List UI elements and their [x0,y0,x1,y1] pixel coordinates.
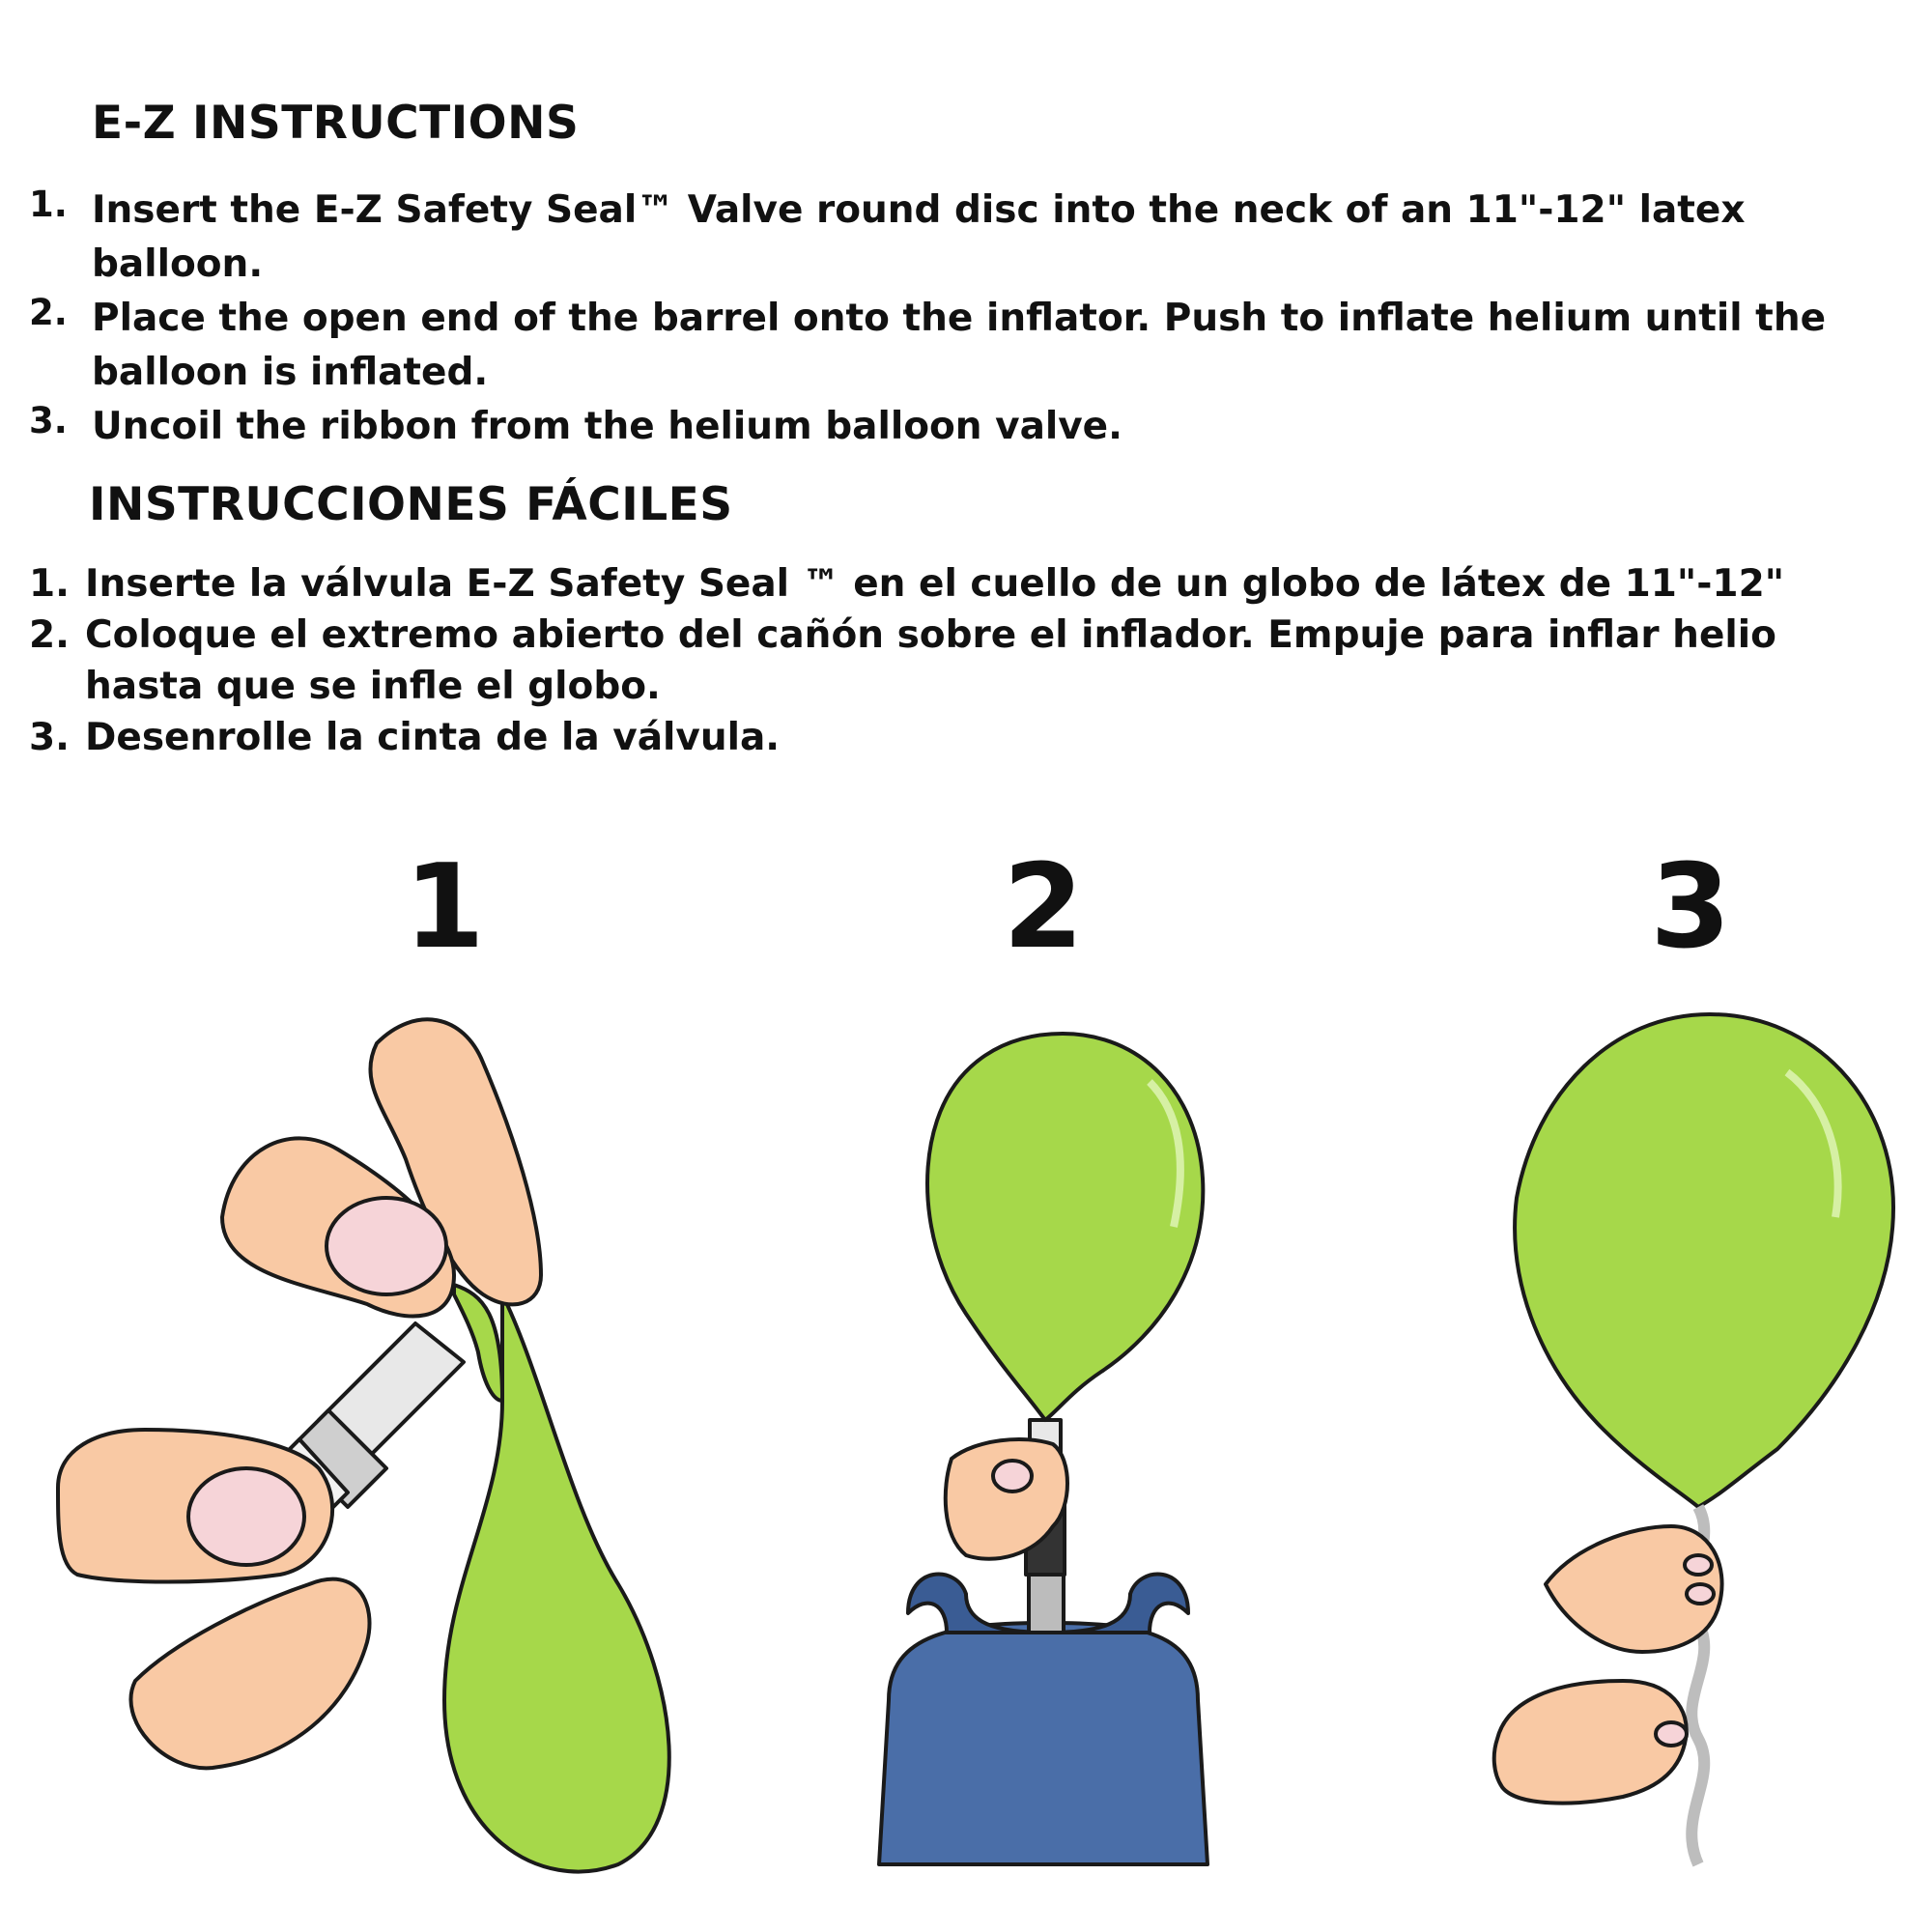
spanish-step-1 [29,558,1922,610]
illustration-3-uncoil-ribbon [1494,1014,1893,1864]
step-text: Uncoil the ribbon from the helium balloon valve. [92,405,1122,448]
step-text: Inserte la válvula E-Z Safety Seal ™ en el cuello de un globo de látex de 11"-12" [85,562,1785,606]
index-finger-icon [130,1579,369,1769]
illustration-step-3-number: 3 [1650,840,1731,975]
step-number-label: 2. [29,613,70,657]
illustrations [0,966,1932,1932]
english-heading: E-Z INSTRUCTIONS [92,97,580,150]
step-text: Coloque el extremo abierto del cañón sobre el inflador. Empuje para inflar helio hasta que se infle el globo. [85,613,1776,708]
step-text: Desenrolle la cinta de la válvula. [85,716,781,759]
spanish-steps [29,558,1922,763]
step-number-label: 3. [29,400,68,441]
nail-icon [1687,1584,1714,1604]
english-steps [29,184,1922,454]
step-number-label: 3. [29,716,70,759]
spanish-step-2 [29,610,1882,712]
nail-icon [188,1468,304,1565]
step-number-label: 1. [29,562,70,606]
spanish-step-3 [29,712,1922,763]
illustration-step-2-number: 2 [1003,840,1084,975]
step-number-label: 2. [29,292,68,333]
step-text: Place the open end of the barrel onto the inflator. Push to inflate helium until the balloon is inflated. [92,297,1827,394]
nail-icon [993,1461,1032,1492]
english-step-1 [29,184,1922,292]
nail-icon [1656,1722,1687,1746]
step-text: Insert the E-Z Safety Seal™ Valve round disc into the neck of an 11"-12" latex balloon. [92,188,1746,286]
english-step-3 [29,400,1922,454]
step-number-label: 1. [29,184,68,225]
illustration-step-1-number: 1 [404,840,485,975]
deflated-balloon-icon [444,1294,669,1872]
spanish-heading: INSTRUCCIONES FÁCILES [89,478,733,531]
nail-icon [1685,1555,1712,1575]
inflated-balloon-icon [1515,1014,1893,1507]
english-step-2 [29,292,1908,400]
nail-icon [327,1198,446,1294]
illustration-1-insert-valve [58,1019,669,1871]
illustration-2-inflate [879,1034,1208,1864]
helium-tank-icon [879,1623,1208,1864]
